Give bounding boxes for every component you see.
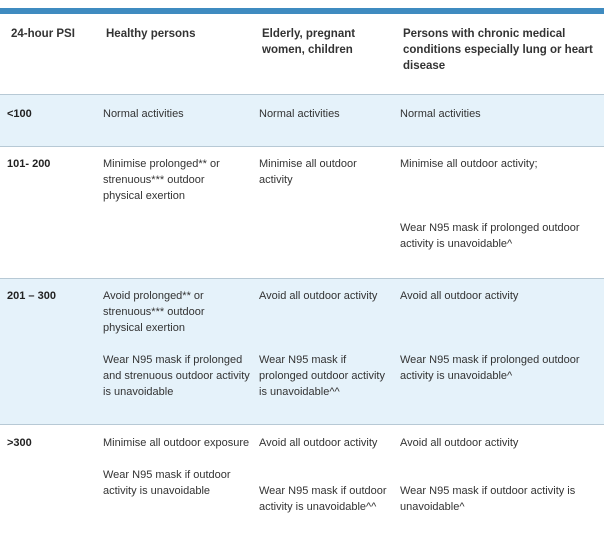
psi-range: >300 <box>7 437 32 449</box>
psi-range: <100 <box>7 108 32 120</box>
table-row <box>0 95 604 147</box>
psi-range: 201 – 300 <box>7 290 56 302</box>
psi-range: 101- 200 <box>7 158 51 170</box>
healthy-mask-advice: Wear N95 mask if prolonged and strenuous outdoor activity is unavoidable <box>103 354 250 398</box>
chronic-mask-advice: Wear N95 mask if outdoor activity is unavoidable^ <box>400 485 576 513</box>
healthy-advice: Normal activities <box>103 108 184 120</box>
elderly-advice: Avoid all outdoor activity <box>259 437 378 449</box>
healthy-advice: Minimise all outdoor exposure <box>103 437 250 449</box>
header-psi: 24-hour PSI <box>11 28 75 40</box>
chronic-mask-advice: Wear N95 mask if prolonged outdoor activity is unavoidable^ <box>400 222 580 250</box>
table-row <box>0 147 604 279</box>
elderly-advice: Minimise all outdoor activity <box>259 158 357 186</box>
header-elderly: Elderly, pregnant women, children <box>262 28 356 56</box>
table-row <box>0 279 604 425</box>
elderly-advice: Normal activities <box>259 108 340 120</box>
chronic-advice: Normal activities <box>400 108 481 120</box>
header-chronic: Persons with chronic medical conditions especially lung or heart disease <box>403 28 593 72</box>
healthy-advice: Minimise prolonged** or strenuous*** outdoor physical exertion <box>103 158 220 202</box>
elderly-mask-advice: Wear N95 mask if prolonged outdoor activity is unavoidable^^ <box>259 354 385 398</box>
healthy-advice: Avoid prolonged** or strenuous*** outdoor physical exertion <box>103 290 205 334</box>
header-healthy: Healthy persons <box>106 28 196 40</box>
chronic-advice: Minimise all outdoor activity; <box>400 158 538 170</box>
healthy-mask-advice: Wear N95 mask if outdoor activity is unavoidable <box>103 469 231 497</box>
elderly-mask-advice: Wear N95 mask if outdoor activity is unavoidable^^ <box>259 485 387 513</box>
header-row <box>0 14 604 95</box>
table-row <box>0 425 604 535</box>
elderly-advice: Avoid all outdoor activity <box>259 290 378 302</box>
chronic-advice: Avoid all outdoor activity <box>400 437 519 449</box>
chronic-mask-advice: Wear N95 mask if prolonged outdoor activity is unavoidable^ <box>400 354 580 382</box>
chronic-advice: Avoid all outdoor activity <box>400 290 519 302</box>
